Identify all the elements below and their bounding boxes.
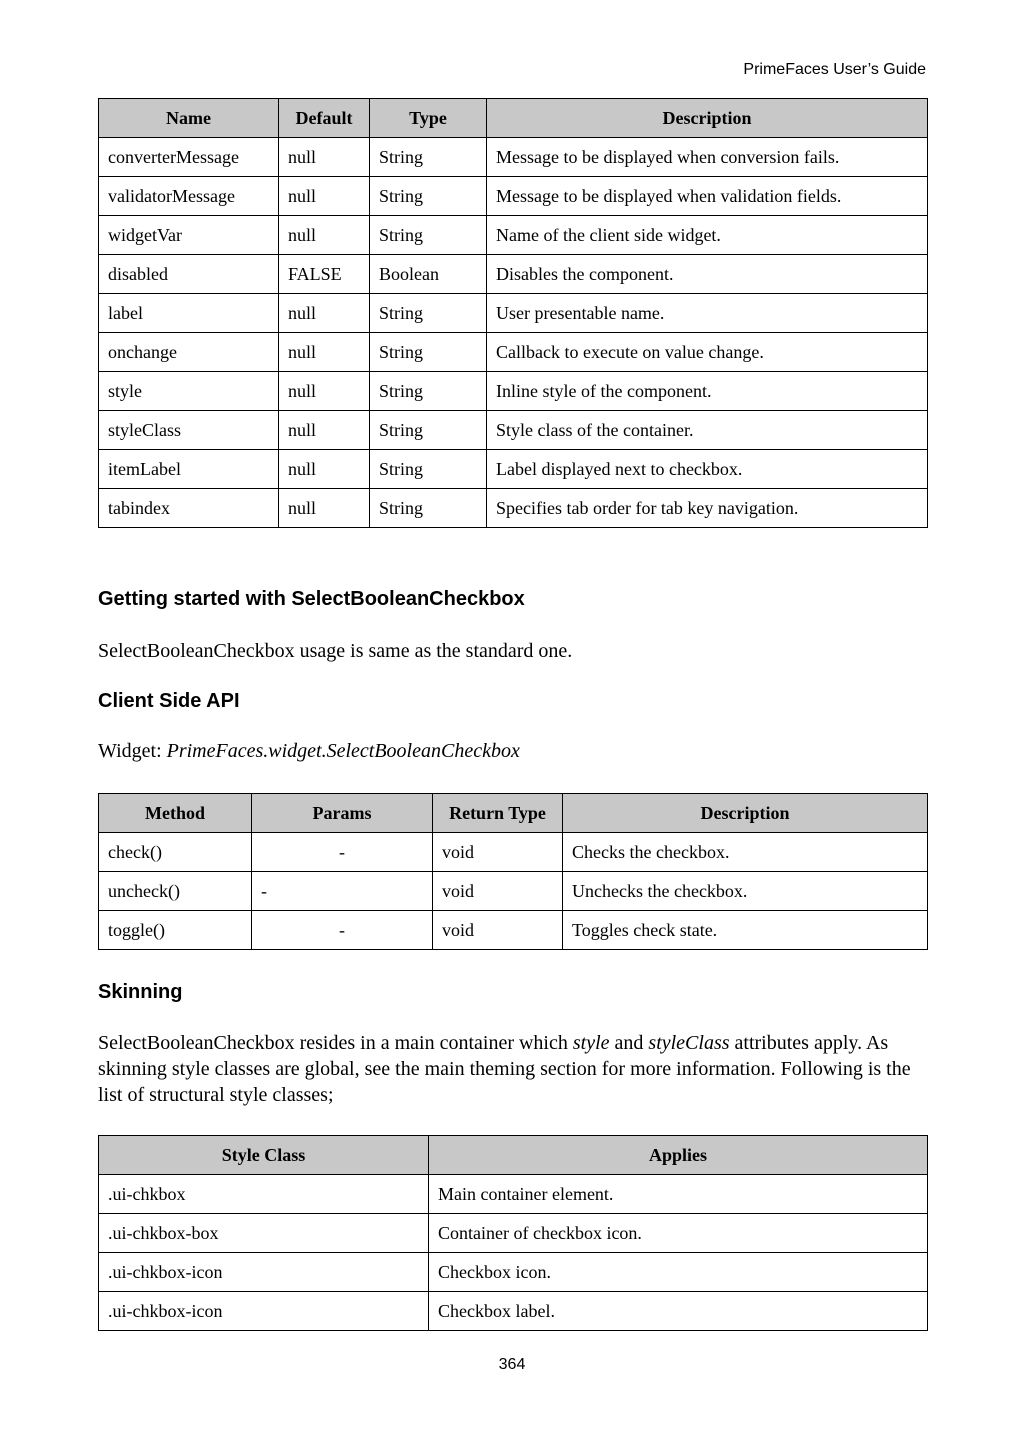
column-header: Default bbox=[279, 99, 370, 138]
cell-name: converterMessage bbox=[99, 138, 279, 177]
table-row bbox=[99, 833, 928, 872]
cell-name: style bbox=[99, 372, 279, 411]
skinning-text bbox=[98, 1030, 927, 1108]
table-row bbox=[99, 255, 928, 294]
cell-description: Toggles check state. bbox=[563, 911, 928, 950]
skinning-styleclass-term: styleClass bbox=[648, 1032, 730, 1054]
cell-params: - bbox=[252, 833, 433, 872]
skinning-text-part: SelectBooleanCheckbox resides in a main container which bbox=[98, 1032, 573, 1054]
cell-style-class: .ui-chkbox-icon bbox=[99, 1253, 429, 1292]
cell-default: null bbox=[279, 333, 370, 372]
cell-style-class: .ui-chkbox bbox=[99, 1175, 429, 1214]
widget-name: PrimeFaces.widget.SelectBooleanCheckbox bbox=[166, 740, 520, 762]
cell-style-class: .ui-chkbox-icon bbox=[99, 1292, 429, 1331]
column-header: Description bbox=[487, 99, 928, 138]
cell-description: Disables the component. bbox=[487, 255, 928, 294]
column-header: Name bbox=[99, 99, 279, 138]
cell-return-type: void bbox=[433, 872, 563, 911]
cell-description: Unchecks the checkbox. bbox=[563, 872, 928, 911]
cell-default: null bbox=[279, 177, 370, 216]
cell-applies: Container of checkbox icon. bbox=[429, 1214, 928, 1253]
table-row bbox=[99, 872, 928, 911]
cell-default: null bbox=[279, 450, 370, 489]
column-header: Applies bbox=[429, 1136, 928, 1175]
cell-name: itemLabel bbox=[99, 450, 279, 489]
client-api-heading: Client Side API bbox=[98, 690, 240, 712]
cell-name: widgetVar bbox=[99, 216, 279, 255]
cell-applies: Main container element. bbox=[429, 1175, 928, 1214]
client-api-table bbox=[98, 793, 928, 950]
running-header: PrimeFaces User’s Guide bbox=[743, 61, 926, 78]
cell-description: Style class of the container. bbox=[487, 411, 928, 450]
cell-method: toggle() bbox=[99, 911, 252, 950]
getting-started-heading: Getting started with SelectBooleanCheckbox bbox=[98, 588, 525, 610]
cell-description: Name of the client side widget. bbox=[487, 216, 928, 255]
getting-started-text: SelectBooleanCheckbox usage is same as the standard one. bbox=[98, 640, 573, 662]
cell-default: null bbox=[279, 294, 370, 333]
style-class-table bbox=[98, 1135, 928, 1331]
cell-default: null bbox=[279, 138, 370, 177]
column-header: Params bbox=[252, 794, 433, 833]
cell-default: null bbox=[279, 411, 370, 450]
table-header-row bbox=[99, 794, 928, 833]
cell-name: disabled bbox=[99, 255, 279, 294]
cell-type: Boolean bbox=[370, 255, 487, 294]
table-row bbox=[99, 1292, 928, 1331]
cell-description: Inline style of the component. bbox=[487, 372, 928, 411]
page-number: 364 bbox=[498, 1356, 526, 1373]
column-header: Description bbox=[563, 794, 928, 833]
cell-description: Label displayed next to checkbox. bbox=[487, 450, 928, 489]
cell-description: Checks the checkbox. bbox=[563, 833, 928, 872]
cell-default: FALSE bbox=[279, 255, 370, 294]
cell-name: tabindex bbox=[99, 489, 279, 528]
cell-description: User presentable name. bbox=[487, 294, 928, 333]
cell-type: String bbox=[370, 294, 487, 333]
cell-return-type: void bbox=[433, 833, 563, 872]
table-row bbox=[99, 372, 928, 411]
cell-name: validatorMessage bbox=[99, 177, 279, 216]
table-row bbox=[99, 911, 928, 950]
skinning-heading: Skinning bbox=[98, 981, 183, 1003]
skinning-text-part: and bbox=[609, 1032, 649, 1054]
table-row bbox=[99, 411, 928, 450]
cell-type: String bbox=[370, 372, 487, 411]
cell-name: label bbox=[99, 294, 279, 333]
column-header: Type bbox=[370, 99, 487, 138]
table-header-row bbox=[99, 99, 928, 138]
widget-line bbox=[98, 738, 927, 764]
table-row bbox=[99, 138, 928, 177]
cell-method: uncheck() bbox=[99, 872, 252, 911]
table-row bbox=[99, 333, 928, 372]
attributes-table bbox=[98, 98, 928, 528]
cell-default: null bbox=[279, 216, 370, 255]
cell-params: - bbox=[252, 911, 433, 950]
table-row bbox=[99, 177, 928, 216]
column-header: Return Type bbox=[433, 794, 563, 833]
cell-type: String bbox=[370, 489, 487, 528]
cell-description: Message to be displayed when validation fields. bbox=[487, 177, 928, 216]
skinning-style-term: style bbox=[572, 1032, 610, 1054]
table-row bbox=[99, 489, 928, 528]
cell-description: Specifies tab order for tab key navigation. bbox=[487, 489, 928, 528]
table-row bbox=[99, 1253, 928, 1292]
table-header-row bbox=[99, 1136, 928, 1175]
table-row bbox=[99, 450, 928, 489]
cell-description: Message to be displayed when conversion fails. bbox=[487, 138, 928, 177]
cell-name: styleClass bbox=[99, 411, 279, 450]
cell-return-type: void bbox=[433, 911, 563, 950]
cell-type: String bbox=[370, 138, 487, 177]
cell-type: String bbox=[370, 216, 487, 255]
cell-applies: Checkbox label. bbox=[429, 1292, 928, 1331]
table-row bbox=[99, 1175, 928, 1214]
table-row bbox=[99, 294, 928, 333]
cell-name: onchange bbox=[99, 333, 279, 372]
cell-style-class: .ui-chkbox-box bbox=[99, 1214, 429, 1253]
cell-default: null bbox=[279, 372, 370, 411]
cell-method: check() bbox=[99, 833, 252, 872]
cell-description: Callback to execute on value change. bbox=[487, 333, 928, 372]
cell-type: String bbox=[370, 450, 487, 489]
column-header: Method bbox=[99, 794, 252, 833]
cell-params: - bbox=[252, 872, 433, 911]
skinning-text-part: attributes apply. As skinning style classes are global, see the main theming section for more information. Following is the list of structural style classes; bbox=[98, 1032, 911, 1106]
table-row bbox=[99, 1214, 928, 1253]
cell-applies: Checkbox icon. bbox=[429, 1253, 928, 1292]
column-header: Style Class bbox=[99, 1136, 429, 1175]
cell-type: String bbox=[370, 411, 487, 450]
cell-type: String bbox=[370, 333, 487, 372]
widget-label: Widget: bbox=[98, 740, 167, 762]
cell-default: null bbox=[279, 489, 370, 528]
cell-type: String bbox=[370, 177, 487, 216]
table-row bbox=[99, 216, 928, 255]
